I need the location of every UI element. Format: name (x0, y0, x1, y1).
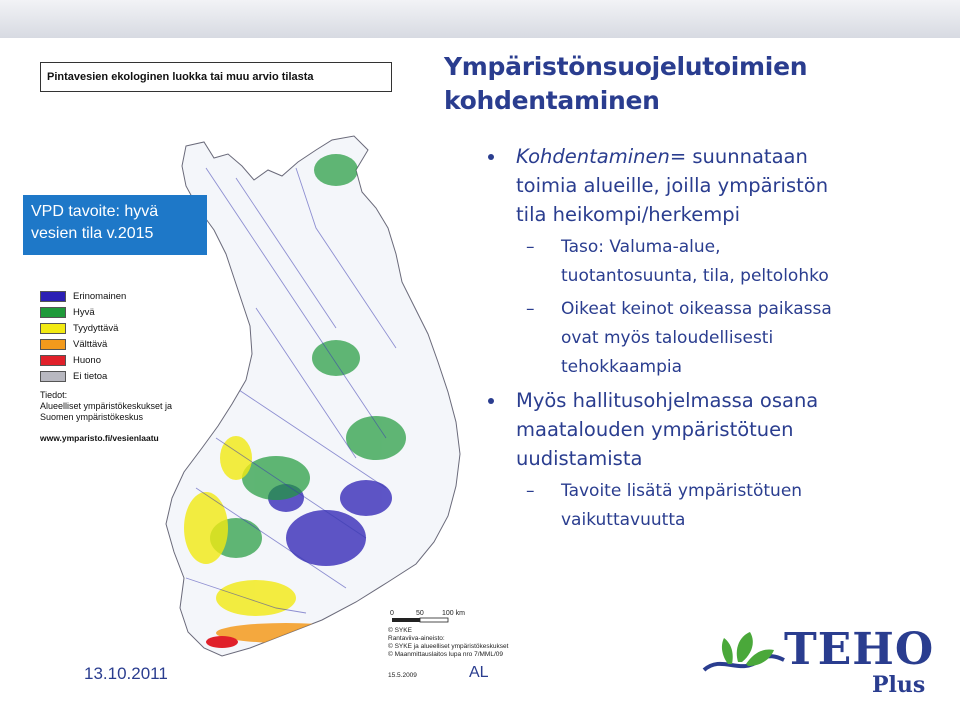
legend-label: Ei tietoa (73, 370, 108, 382)
bullet-text: = suunnataan (669, 145, 808, 168)
bullet-line: tila heikompi/herkempi (516, 203, 741, 226)
sub-bullet-dash: – (526, 299, 535, 319)
sub-bullet-2 (486, 295, 906, 382)
sub-bullet-line: Oikeat keinot oikeassa paikassa (561, 299, 832, 319)
legend-swatch (40, 323, 66, 334)
bullet-list (486, 142, 906, 535)
legend-info-line: Suomen ympäristökeskus (40, 412, 144, 422)
credit-line: Rantaviiva-aineisto: (388, 635, 445, 642)
bullet-line (516, 142, 906, 171)
top-bar (0, 0, 960, 38)
bullet-dot (488, 398, 494, 404)
sub-bullet-line: ovat myös taloudellisesti (561, 328, 774, 348)
sub-bullet-line: Taso: Valuma-alue, (561, 237, 721, 257)
legend-swatch (40, 371, 66, 382)
scale-segment (420, 618, 448, 622)
bullet-line: maatalouden ympäristötuen (516, 418, 794, 441)
slide-title (444, 50, 844, 118)
bullet-1 (486, 142, 906, 229)
legend-label: Huono (73, 354, 101, 366)
legend-label: Hyvä (73, 306, 95, 318)
slide-title-line-1: Ympäristönsuojelutoimien (444, 52, 808, 81)
scale-segment (392, 618, 420, 622)
footer-author: AL (469, 664, 489, 681)
bullet-line: Myös hallitusohjelmassa osana (516, 389, 819, 412)
scale-label: 50 (416, 610, 424, 617)
map-zone-red (206, 636, 238, 648)
teho-plus-logo (702, 622, 942, 708)
goal-line-1: VPD tavoite: hyvä (31, 203, 159, 220)
legend-url: www.ymparisto.fi/vesienlaatu (40, 433, 159, 443)
legend-item (40, 304, 230, 320)
logo-wordmark: TEHO (784, 624, 935, 675)
goal-box (23, 195, 207, 255)
legend-swatch (40, 339, 66, 350)
legend-swatch (40, 355, 66, 366)
credit-line: © SYKE (388, 627, 412, 634)
legend-item (40, 336, 230, 352)
scale-label: 100 km (442, 610, 465, 617)
footer-date: 13.10.2011 (84, 664, 168, 683)
sub-bullet-line: Tavoite lisätä ympäristötuen (561, 481, 803, 501)
map-credits (388, 627, 508, 659)
bullet-line: uudistamista (516, 447, 643, 470)
legend-label: Tyydyttävä (73, 322, 119, 334)
legend-swatch (40, 307, 66, 318)
logo-subtitle: Plus (872, 672, 926, 698)
leaf-wave-icon (702, 626, 786, 686)
legend-item (40, 288, 230, 304)
sub-bullet-dash: – (526, 481, 535, 501)
map-credit-date: 15.5.2009 (388, 672, 417, 679)
bullet-2 (486, 386, 906, 473)
legend-item (40, 320, 230, 336)
map-title: Pintavesien ekologinen luokka tai muu arvio tilasta (40, 62, 392, 92)
bullet-italic-term: Kohdentaminen (516, 145, 670, 168)
sub-bullet-dash: – (526, 237, 535, 257)
credit-line: © SYKE ja alueelliset ympäristökeskukset (388, 643, 509, 650)
scale-label: 0 (390, 610, 394, 617)
sub-bullet-3 (486, 477, 906, 535)
bullet-line: toimia alueille, joilla ympäristön (516, 174, 829, 197)
legend-label: Välttävä (73, 338, 108, 350)
legend-item (40, 352, 230, 368)
legend-label: Erinomainen (73, 290, 127, 302)
sub-bullet-line: tuotantosuunta, tila, peltolohko (561, 266, 829, 286)
bullet-dot (488, 154, 494, 160)
map-scale-bar (388, 606, 488, 626)
slide-title-line-2: kohdentaminen (444, 86, 660, 115)
legend-item (40, 368, 230, 384)
map-legend (40, 288, 230, 443)
sub-bullet-1 (486, 233, 906, 291)
legend-info (40, 390, 230, 423)
sub-bullet-line: vaikuttavuutta (561, 510, 686, 530)
goal-line-2: vesien tila v.2015 (31, 225, 154, 242)
credit-line: © Maanmittauslaitos lupa nro 7/MML/09 (388, 651, 503, 658)
legend-info-line: Alueelliset ympäristökeskukset ja (40, 401, 173, 411)
legend-info-heading: Tiedot: (40, 390, 68, 400)
sub-bullet-line: tehokkaampia (561, 357, 683, 377)
legend-swatch (40, 291, 66, 302)
